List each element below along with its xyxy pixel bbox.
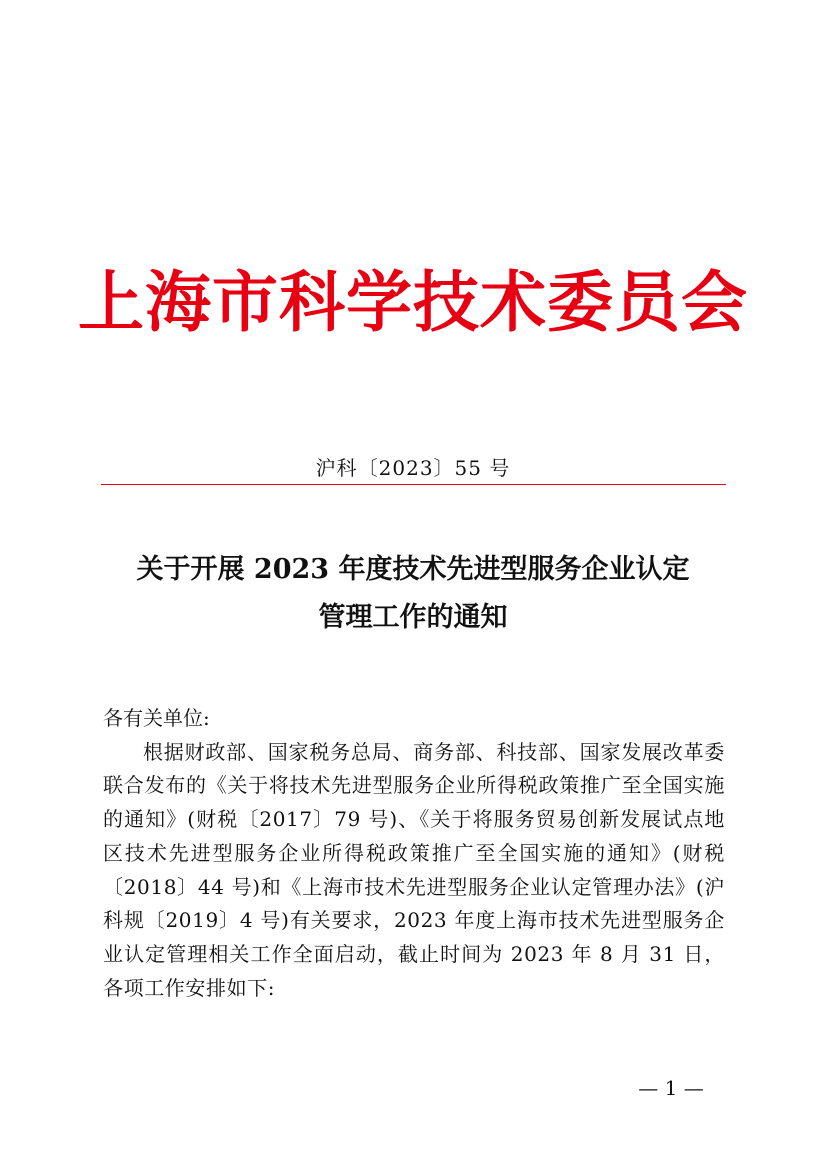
issuing-organization-title: 上海市科学技术委员会 <box>78 263 748 341</box>
notice-body <box>103 702 725 1005</box>
notice-title-line-1: 关于开展 2023 年度技术先进型服务企业认定 <box>136 554 690 585</box>
notice-title-line-2: 管理工作的通知 <box>318 602 508 633</box>
body-paragraph: 根据财政部、国家税务总局、商务部、科技部、国家发展改革委联合发布的《关于将技术先进型服务企业所得税政策推广至全国实施的通知》(财税〔2017〕79 号)、《关于将服务贸易创新发展试点地区技术先进型服务企业所得税政策推广至全国实施的通知》(财税〔2018〕44 号)和《上海市技术先进型服务企业认定管理办法》(沪科规〔2019〕4 号)有关要求，2023 年度上海市技术先进型服务企业认定管理相关工作全面启动，截止时间为 2023 年 8 月 31 日，各项工作安排如下: <box>103 739 725 1000</box>
salutation: 各有关单位: <box>103 706 210 730</box>
red-separator-line <box>101 484 726 485</box>
page-number: — 1 — <box>638 1076 704 1100</box>
notice-title <box>60 546 766 642</box>
document-number: 沪科〔2023〕55 号 <box>315 456 511 480</box>
